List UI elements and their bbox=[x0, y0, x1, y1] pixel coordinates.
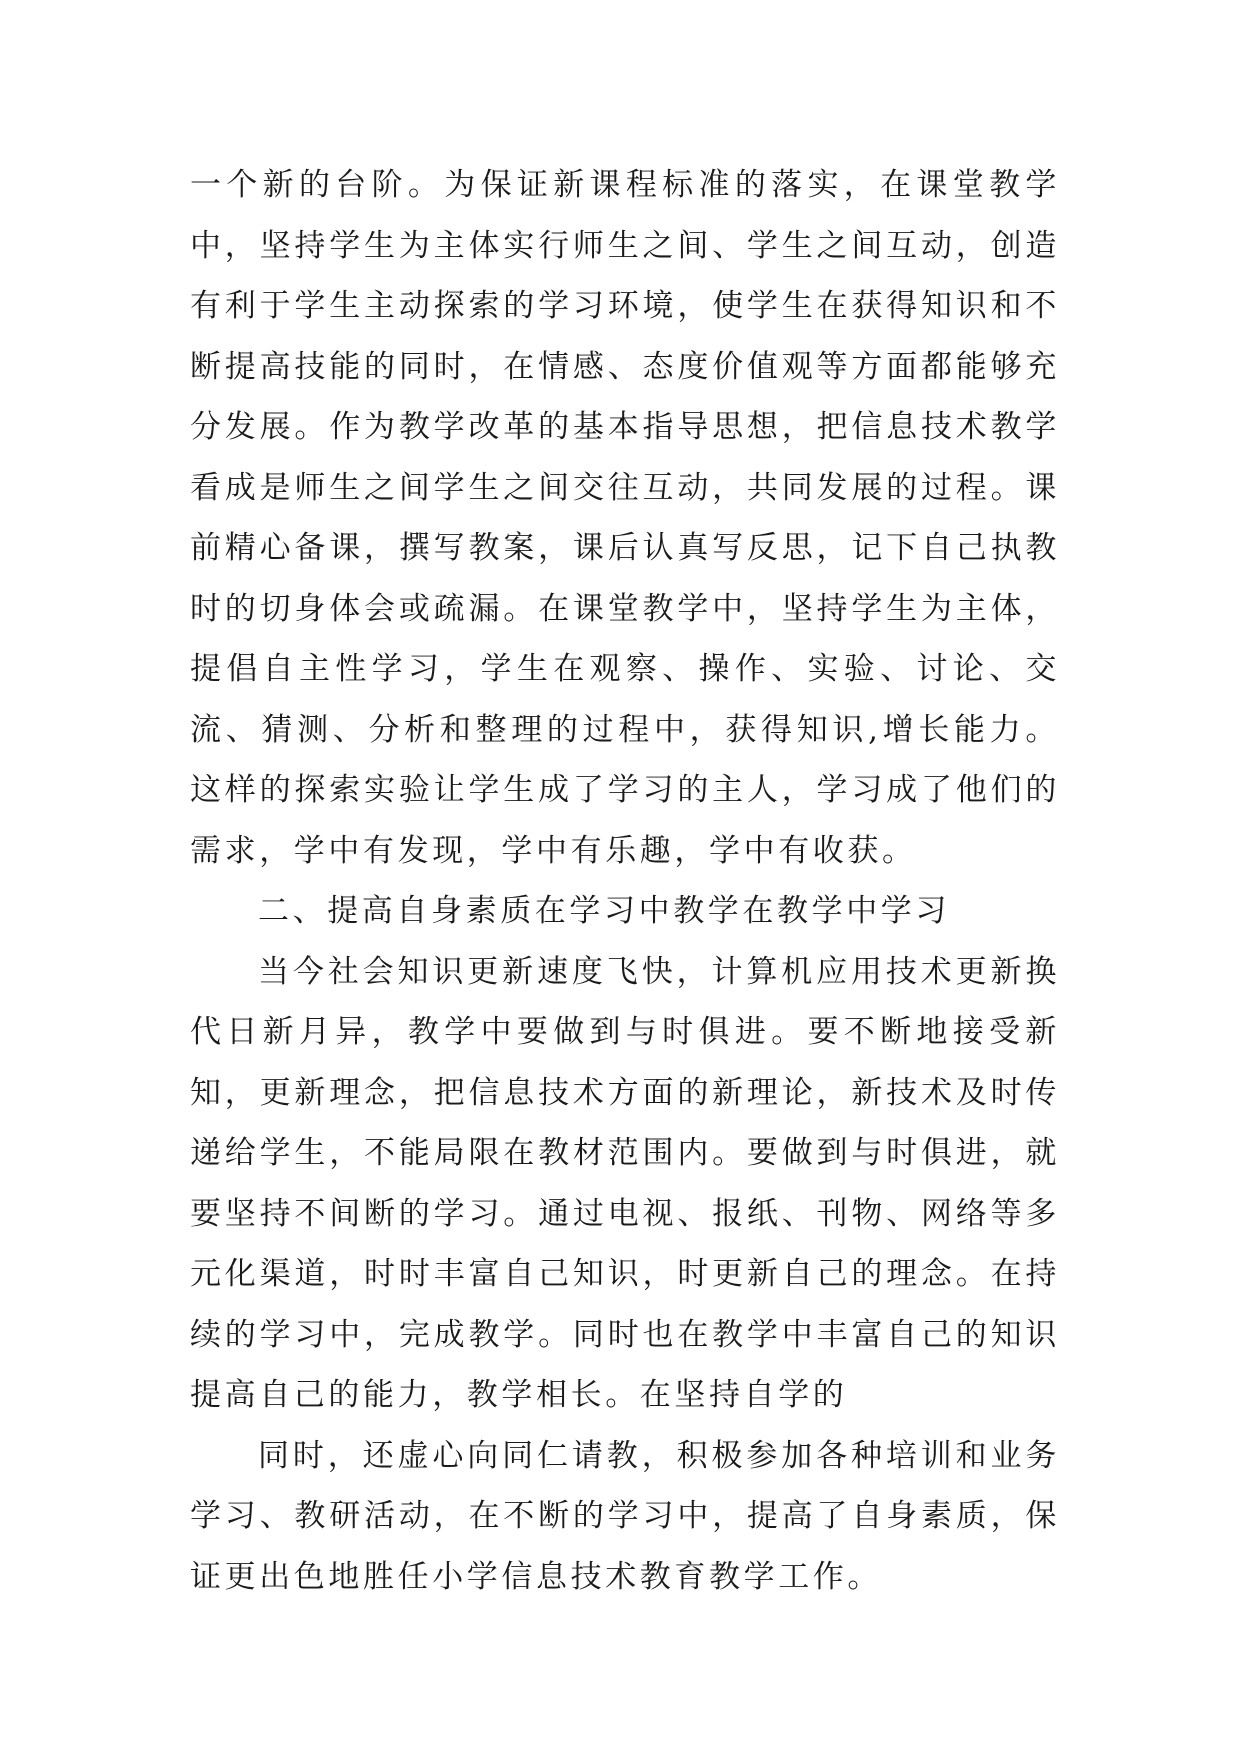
section-heading: 二、提高自身素质在学习中教学在教学中学习 bbox=[258, 893, 950, 929]
paragraph-continued: 一个新的台阶。为保证新课程标准的落实，在课堂教学中，坚持学生为主体实行师生之间、学生之间互动，创造有利于学生主动探索的学习环境，使学生在获得知识和不断提高技能的同时，在情感、态度价值观等方面都能够充分发展。作为教学改革的基本指导思想，把信息技术教学看成是师生之间学生之间交往互动，共同发展的过程。课前精心备课，撰写教案，课后认真写反思，记下自己执教时的切身体会或疏漏。在课堂教学中，坚持学生为主体，提倡自主性学习，学生在观察、操作、实验、讨论、交流、猜测、分析和整理的过程中，获得知识,增长能力。这样的探索实验让学生成了学习的主人，学习成了他们的需求，学中有发现，学中有乐趣，学中有收获。 bbox=[190, 167, 1060, 869]
paragraph: 当今社会知识更新速度飞快，计算机应用技术更新换代日新月异，教学中要做到与时俱进。要不断地接受新知，更新理念，把信息技术方面的新理论，新技术及时传递给学生，不能局限在教材范围内。要做到与时俱进，就要坚持不间断的学习。通过电视、报纸、刊物、网络等多元化渠道，时时丰富自己知识，时更新自己的理念。在持续的学习中，完成教学。同时也在教学中丰富自己的知识提高自己的能力，教学相长。在坚持自学的 bbox=[190, 953, 1060, 1413]
body-text bbox=[190, 155, 1060, 1607]
paragraph: 同时，还虚心向同仁请教，积极参加各种培训和业务学习、教研活动，在不断的学习中，提高了自身素质，保证更出色地胜任小学信息技术教育教学工作。 bbox=[190, 1437, 1060, 1595]
